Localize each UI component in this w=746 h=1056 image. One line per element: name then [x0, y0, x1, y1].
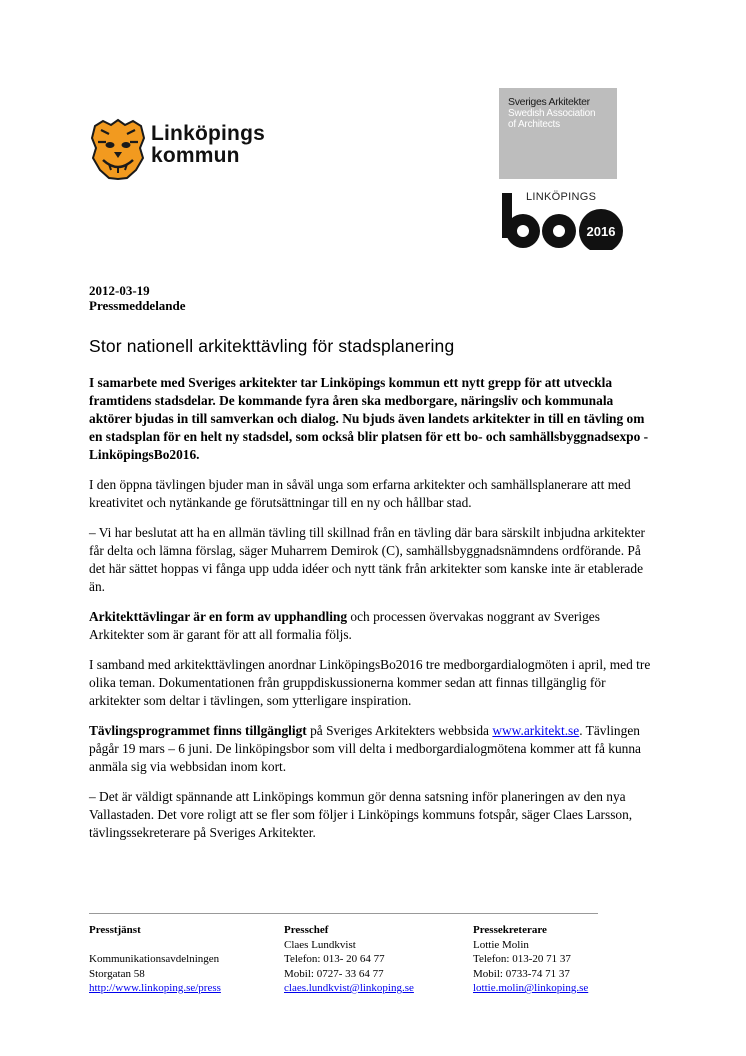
logo-line-1: Linköpings: [151, 122, 265, 145]
bo-logo-graphic: [499, 188, 627, 250]
linkopingsbo2016-logo: [499, 188, 627, 250]
footer-col3-phone: Telefon: 013-20 71 37: [473, 953, 571, 965]
press-date: 2012-03-19: [89, 283, 150, 298]
arkitekter-subtitle-line-2: of Architects: [508, 119, 560, 130]
arkitekter-name: Sveriges Arkitekter: [508, 96, 590, 108]
paragraph-5: [89, 722, 657, 776]
bo-logo-label: LINKÖPINGS: [526, 191, 597, 203]
footer-col1-heading: Presstjänst: [89, 924, 141, 936]
paragraph-5-mid: på Sveriges Arkitekters webbsida: [306, 723, 493, 738]
footer-col1-spacer: [89, 938, 221, 953]
paragraph-3-rest: och processen övervakas noggrant av Sveriges Arkitekter som är garant för att all formalia följs.: [89, 609, 600, 642]
arkitekter-subtitle: [508, 108, 595, 130]
footer-presschef: [284, 923, 414, 996]
footer-divider: [89, 913, 598, 914]
footer-col2-mobile: Mobil: 0727- 33 64 77: [284, 967, 384, 980]
paragraph-2: – Vi har beslutat att ha en allmän tävling till skillnad från en tävling där bara särskilt inbjudna arkitekter får delta och lämna förslag, säger Muharrem Demirok (C), samhällsbyggnadsnämndens ordförande. På det här sättet hoppas vi fånga upp udda idéer och nytt tänk från arkitekter som kanske inte är etablerade än.: [89, 525, 645, 594]
footer-presstjanst: [89, 923, 221, 996]
paragraph-1: I den öppna tävlingen bjuder man in såväl unga som erfarna arkitekter och samhällsplanerare att med kreativitet och nytänkande ge förutsättningar till en ny och hållbar stad.: [89, 477, 631, 510]
paragraph-6: – Det är väldigt spännande att Linköpings kommun gör denna satsning inför planeringen av den nya Vallastaden. Det vore roligt att se fler som följer i Linköpings kommuns fotspår, säger Claes Larsson, tävlingssekreterare på Sveriges Arkitekter.: [89, 789, 633, 840]
footer-col2-heading: Presschef: [284, 924, 329, 936]
paragraph-3-bold: Arkitekttävlingar är en form av upphandling: [89, 609, 348, 624]
press-page-link[interactable]: http://www.linkoping.se/press: [89, 982, 221, 994]
footer-col2-name: Claes Lundkvist: [284, 938, 356, 951]
paragraph-4: I samband med arkitekttävlingen anordnar LinköpingsBo2016 tre medborgardialogmöten i april, med tre olika teman. Dokumentationen från gruppdiskussionerna kommer sedan att finnas tillgänglig för arkitekter som deltar i tävlingen, som ytterligare inspiration.: [89, 657, 651, 708]
footer-col3-name: Lottie Molin: [473, 938, 529, 951]
footer-col3-heading: Pressekreterare: [473, 924, 547, 936]
article-body: [89, 374, 657, 854]
lead-paragraph: I samarbete med Sveriges arkitekter tar Linköpings kommun ett nytt grepp för att utveckla framtidens stadsdelar. De kommande fyra åren ska medborgare, näringsliv och kommunala aktörer bjudas in till samverkan och dialog. Nu bjuds även landets arkitekter in till en tävling om en stadsplan för en helt ny stadsdel, som också blir platsen för ett bo- och samhällsbyggnadsexpo - LinköpingsBo2016.: [89, 375, 649, 462]
paragraph-5-rest: . Tävlingen pågår 19 mars – 6 juni. De linköpingsbor som vill delta i medborgardialogmötena kommer att få kunna anmäla sig via webbsidan inom kort.: [89, 723, 641, 774]
footer-col2-phone: Telefon: 013- 20 64 77: [284, 953, 385, 965]
linkoping-kommun-logo: [89, 118, 289, 180]
lion-head-icon: [89, 118, 147, 180]
presschef-email-link[interactable]: claes.lundkvist@linkoping.se: [284, 982, 414, 994]
footer-pressekreterare: [473, 923, 588, 996]
footer-col1-line1: Kommunikationsavdelningen: [89, 953, 220, 965]
press-type: Pressmeddelande: [89, 298, 186, 313]
page-title: Stor nationell arkitekttävling för stadsplanering: [89, 336, 455, 356]
paragraph-5-bold: Tävlingsprogrammet finns tillgängligt: [89, 723, 307, 738]
paragraph-3: [89, 608, 657, 644]
press-meta: [89, 283, 186, 313]
bo-logo-year: 2016: [586, 224, 616, 239]
arkitekter-subtitle-line-1: Swedish Association: [508, 108, 596, 119]
arkitekt-link[interactable]: www.arkitekt.se: [492, 723, 580, 738]
sveriges-arkitekter-logo: [499, 88, 617, 179]
footer-col1-line2: Storgatan 58: [89, 967, 145, 980]
footer-col3-mobile: Mobil: 0733-74 71 37: [473, 967, 570, 980]
logo-line-2: kommun: [151, 144, 240, 167]
pressekreterare-email-link[interactable]: lottie.molin@linkoping.se: [473, 982, 589, 994]
logo-wordmark: [151, 123, 265, 167]
